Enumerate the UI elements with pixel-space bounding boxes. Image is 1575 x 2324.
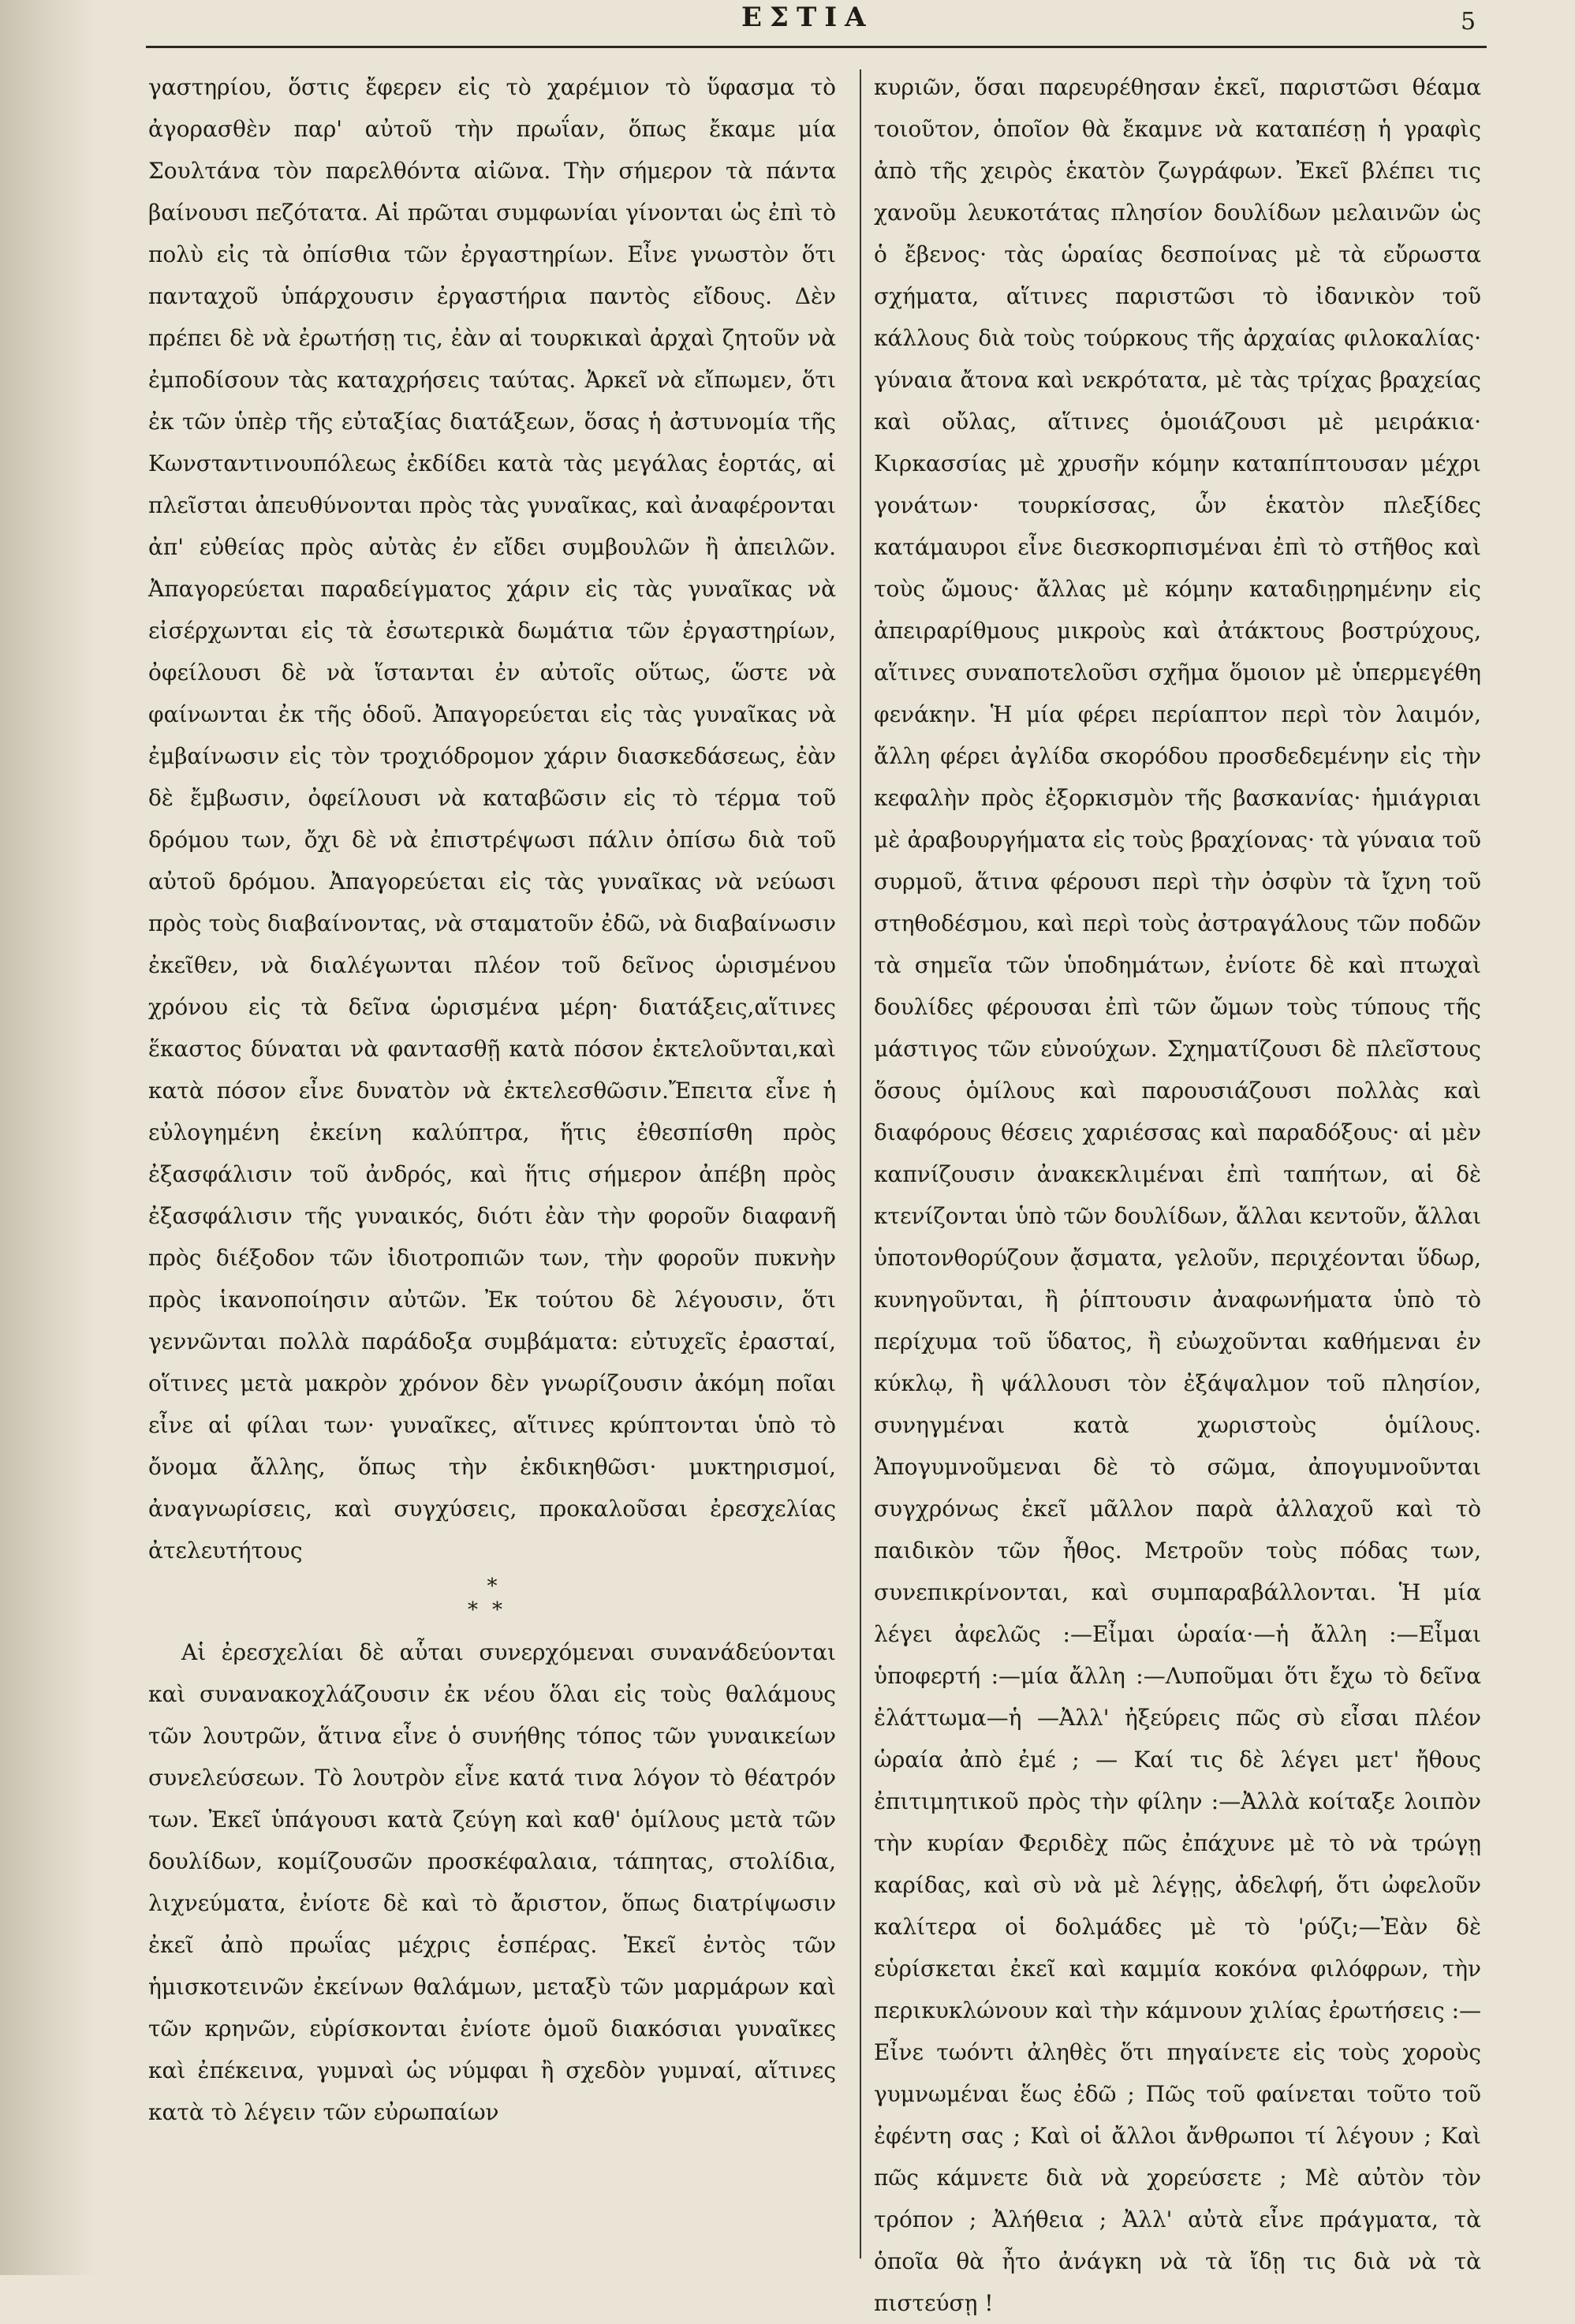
section-asterism bbox=[148, 1575, 836, 1622]
right-column bbox=[874, 66, 1481, 2316]
running-title: ΕΣΤΙΑ bbox=[741, 2, 874, 33]
asterism-top: * bbox=[487, 1575, 498, 1598]
page-number: 5 bbox=[1461, 8, 1476, 35]
left-column bbox=[148, 66, 836, 2267]
right-paragraph-1: κυριῶν, ὅσαι παρευρέθησαν ἐκεῖ, παριστῶσι θέαμα τοιοῦτον, ὁποῖον θὰ ἔκαμνε νὰ καταπέσῃ ἡ γραφὶς ἀπὸ τῆς χειρὸς ἑκατὸν ζωγράφων. Ἐκεῖ βλέπει τις χανοῦμ λευκοτάτας πλησίον δουλίδων μελαινῶν ὡς ὁ ἔβενος· τὰς ὡραίας δεσποίνας μὲ τὰ εὔρωστα σχήματα, αἵτινες παριστῶσι τὸ ἰδανικὸν τοῦ κάλλους διὰ τοὺς τούρκους τῆς ἀρχαίας φιλοκαλίας· γύναια ἄτονα καὶ νεκρότατα, μὲ τὰς τρίχας βραχείας καὶ οὔλας, αἵτινες ὁμοιάζουσι μὲ μειράκια· Κιρκασσίας μὲ χρυσῆν κόμην καταπίπτουσαν μέχρι γονάτων· τουρκίσσας, ὧν ἑκατὸν πλεξίδες κατάμαυροι εἶνε διεσκορπισμέναι ἐπὶ τὸ στῆθος καὶ τοὺς ὤμους· ἄλλας μὲ κόμην καταδιῃρημένην εἰς ἀπειραρίθμους μικροὺς καὶ ἀτάκτους βοστρύχους, αἵτινες συναποτελοῦσι σχῆμα ὅμοιον μὲ ὑπερμεγέθη φενάκην. Ἡ μία φέρει περίαπτον περὶ τὸν λαιμόν, ἄλλη φέρει ἀγλίδα σκορόδου προσδεδεμένην εἰς τὴν κεφαλὴν πρὸς ἐξορκισμὸν τῆς βασκανίας· ἡμιάγριαι μὲ ἀραβουργήματα εἰς τοὺς βραχίονας· τὰ γύναια τοῦ συρμοῦ, ἅτινα φέρουσι περὶ τὴν ὀσφὺν τὰ ἴχνη τοῦ στηθοδέσμου, καὶ περὶ τοὺς ἀστραγάλους τῶν ποδῶν τὰ σημεῖα τῶν ὑποδημάτων, ἐνίοτε δὲ καὶ πτωχαὶ δουλίδες φέρουσαι ἐπὶ τῶν ὤμων τοὺς τύπους τῆς μάστιγος τῶν εὐνούχων. Σχηματίζουσι δὲ πλεῖστους ὅσους ὁμίλους καὶ παρουσιάζουσι πολλὰς καὶ διαφόρους θέσεις χαριέσσας καὶ παραδόξους· αἱ μὲν καπνίζουσιν ἀνακεκλιμέναι ἐπὶ ταπήτων, αἱ δὲ κτενίζονται ὑπὸ τῶν δουλίδων, ἄλλαι κεντοῦν, ἄλλαι ὑποτονθορύζουν ᾄσματα, γελοῦν, περιχέονται ὕδωρ, κυνηγοῦνται, ἢ ῥίπτουσιν ἀναφωνήματα ὑπὸ τὸ περίχυμα τοῦ ὕδατος, ἢ εὐωχοῦνται καθήμεναι ἐν κύκλῳ, ἢ ψάλλουσι τὸν ἐξάψαλμον τοῦ πλησίον, συνηγμέναι κατὰ χωριστοὺς ὁμίλους. Ἀπογυμνοῦμεναι δὲ τὸ σῶμα, ἀπογυμνοῦνται συγχρόνως ἐκεῖ μᾶλλον παρὰ ἀλλαχοῦ καὶ τὸ παιδικὸν τῶν ἦθος. Μετροῦν τοὺς πόδας των, συνεπικρίνονται, καὶ συμπαραβάλλονται. Ἡ μία λέγει ἀφελῶς :—Εἶμαι ὡραία·—ἡ ἄλλη :—Εἶμαι ὑποφερτή :—μία ἄλλη :—Λυποῦμαι ὅτι ἔχω τὸ δεῖνα ἐλάττωμα—ἡ —Ἀλλ' ἠξεύρεις πῶς σὺ εἶσαι πλέον ὡραία ἀπὸ ἐμέ ; — Καί τις δὲ λέγει μετ' ἤθους ἐπιτιμητικοῦ πρὸς τὴν φίλην :—Ἀλλὰ κοίταξε λοιπὸν τὴν κυρίαν Φεριδὲχ πῶς ἐπάχυνε μὲ τὸ νὰ τρώγῃ καρίδας, καὶ σὺ νὰ μὲ λέγῃς, ἀδελφή, ὅτι ὠφελοῦν καλίτερα οἱ δολμάδες μὲ τὸ 'ρύζι;—Ἐὰν δὲ εὑρίσκεται ἐκεῖ καὶ καμμία κοκόνα φιλόφρων, τὴν περικυκλώνουν καὶ τὴν κάμνουν χιλίας ἐρωτήσεις :—Εἶνε τωόντι ἀληθὲς ὅτι πηγαίνετε εἰς τοὺς χοροὺς γυμνωμέναι ἕως ἐδῶ ; Πῶς τοῦ φαίνεται τοῦτο τοῦ ἐφέντη σας ; Καὶ οἱ ἄλλοι ἄνθρωποι τί λέγουν ; Καὶ πῶς κάμνετε διὰ νὰ χορεύσετε ; Μὲ αὐτὸν τὸν τρόπον ; Ἀλήθεια ; Ἀλλ' αὐτὰ εἶνε πράγματα, τὰ ὁποῖα θὰ ἦτο ἀνάγκη νὰ τὰ ἴδῃ τις διὰ νὰ τὰ πιστεύσῃ ! bbox=[874, 74, 1481, 2316]
left-paragraph-1: γαστηρίου, ὅστις ἔφερεν εἰς τὸ χαρέμιον τὸ ὕφασμα τὸ ἀγορασθὲν παρ' αὐτοῦ τὴν πρωΐαν, ὅπως ἔκαμε μία Σουλτάνα τὸν παρελθόντα αἰῶνα. Τὴν σήμερον τὰ πάντα βαίνουσι πεζότατα. Αἱ πρῶται συμφωνίαι γίνονται ὡς ἐπὶ τὸ πολὺ εἰς τὰ ὀπίσθια τῶν ἐργαστηρίων. Εἶνε γνωστὸν ὅτι πανταχοῦ ὑπάρχουσιν ἐργαστήρια παντὸς εἴδους. Δὲν πρέπει δὲ νὰ ἐρωτήσῃ τις, ἐὰν αἱ τουρκικαὶ ἀρχαὶ ζητοῦν νὰ ἐμποδίσουν τὰς καταχρήσεις ταύτας. Ἀρκεῖ νὰ εἴπωμεν, ὅτι ἐκ τῶν ὑπὲρ τῆς εὐταξίας διατάξεων, ὅσας ἡ ἀστυνομία τῆς Κωνσταντινουπόλεως ἐκδίδει κατὰ τὰς μεγάλας ἑορτάς, αἱ πλεῖσται ἀπευθύνονται πρὸς τὰς γυναῖκας, καὶ ἀναφέρονται ἀπ' εὐθείας πρὸς αὐτὰς ἐν εἴδει συμβουλῶν ἢ ἀπειλῶν. Ἀπαγορεύεται παραδείγματος χάριν εἰς τὰς γυναῖκας νὰ εἰσέρχωνται εἰς τὰ ἐσωτερικὰ δωμάτια τῶν ἐργαστηρίων, ὀφείλουσι δὲ νὰ ἵστανται ἐν αὐτοῖς οὕτως, ὥστε νὰ φαίνωνται ἐκ τῆς ὁδοῦ. Ἀπαγορεύεται εἰς τὰς γυναῖκας νὰ ἐμβαίνωσιν εἰς τὸν τροχιόδρομον χάριν διασκεδάσεως, ἐὰν δὲ ἔμβωσιν, ὀφείλουσι νὰ καταβῶσιν εἰς τὸ τέρμα τοῦ δρόμου των, ὄχι δὲ νὰ ἐπιστρέψωσι πάλιν ὀπίσω διὰ τοῦ αὐτοῦ δρόμου. Ἀπαγορεύεται εἰς τὰς γυναῖκας νὰ νεύωσι πρὸς τοὺς διαβαίνοντας, νὰ σταματοῦν ἐδῶ, νὰ διαβαίνωσιν ἐκεῖθεν, νὰ διαλέγωνται πλέον τοῦ δεῖνος ὡρισμένου χρόνου εἰς τὰ δεῖνα ὡρισμένα μέρη· διατάξεις,αἵτινες ἕκαστος δύναται νὰ φαντασθῇ κατὰ πόσον ἐκτελοῦνται,καὶ κατὰ πόσον εἶνε δυνατὸν νὰ ἐκτελεσθῶσιν.Ἔπειτα εἶνε ἡ εὐλογημένη ἐκείνη καλύπτρα, ἥτις ἐθεσπίσθη πρὸς ἐξασφάλισιν τοῦ ἀνδρός, καὶ ἥτις σήμερον ἀπέβη πρὸς ἐξασφάλισιν τῆς γυναικός, διότι ἐὰν τὴν φοροῦν διαφανῆ πρὸς διέξοδον τῶν ἰδιοτροπιῶν των, τὴν φοροῦν πυκνὴν πρὸς ἱκανοποίησιν αὐτῶν. Ἐκ τούτου δὲ λέγουσιν, ὅτι γεννῶνται πολλὰ παράδοξα συμβάματα: εὐτυχεῖς ἐρασταί, οἵτινες μετὰ μακρὸν χρόνον δὲν γνωρίζουσιν ἀκόμη ποῖαι εἶνε αἱ φίλαι των· γυναῖκες, αἵτινες κρύπτονται ὑπὸ τὸ ὄνομα ἄλλης, ὅπως τὴν ἐκδικηθῶσι· μυκτηρισμοί, ἀναγνωρίσεις, καὶ συγχύσεις, προκαλοῦσαι ἐρεσχελίας ἀτελευτήτους bbox=[148, 74, 836, 1564]
header-rule bbox=[146, 46, 1487, 48]
page-header bbox=[0, 0, 1575, 35]
left-paragraph-2: Αἱ ἐρεσχελίαι δὲ αὗται συνερχόμεναι συνανάδεύονται καὶ συνανακοχλάζουσιν ἐκ νέου ὅλαι εἰς τοὺς θαλάμους τῶν λουτρῶν, ἅτινα εἶνε ὁ συνήθης τόπος τῶν γυναικείων συνελεύσεων. Τὸ λουτρὸν εἶνε κατά τινα λόγον τὸ θέατρόν των. Ἐκεῖ ὑπάγουσι κατὰ ζεύγη καὶ καθ' ὁμίλους μετὰ τῶν δουλίδων, κομίζουσῶν προσκέφαλαια, τάπητας, στολίδια, λιχνεύματα, ἐνίοτε δὲ καὶ τὸ ἄριστον, ὅπως διατρίψωσιν ἐκεῖ ἀπὸ πρωΐας μέχρις ἑσπέρας. Ἐκεῖ ἐντὸς τῶν ἡμισκοτεινῶν ἐκείνων θαλάμων, μεταξὺ τῶν μαρμάρων καὶ τῶν κρηνῶν, εὑρίσκονται ἐνίοτε ὁμοῦ διακόσιαι γυναῖκες καὶ ἐπέκεινα, γυμναὶ ὡς νύμφαι ἢ σχεδὸν γυμναί, αἵτινες κατὰ τὸ λέγειν τῶν εὐρωπαίων bbox=[148, 1639, 836, 2125]
asterism-bottom: ** bbox=[468, 1598, 517, 1622]
binding-shadow bbox=[0, 0, 95, 2275]
column-divider bbox=[860, 69, 861, 2259]
